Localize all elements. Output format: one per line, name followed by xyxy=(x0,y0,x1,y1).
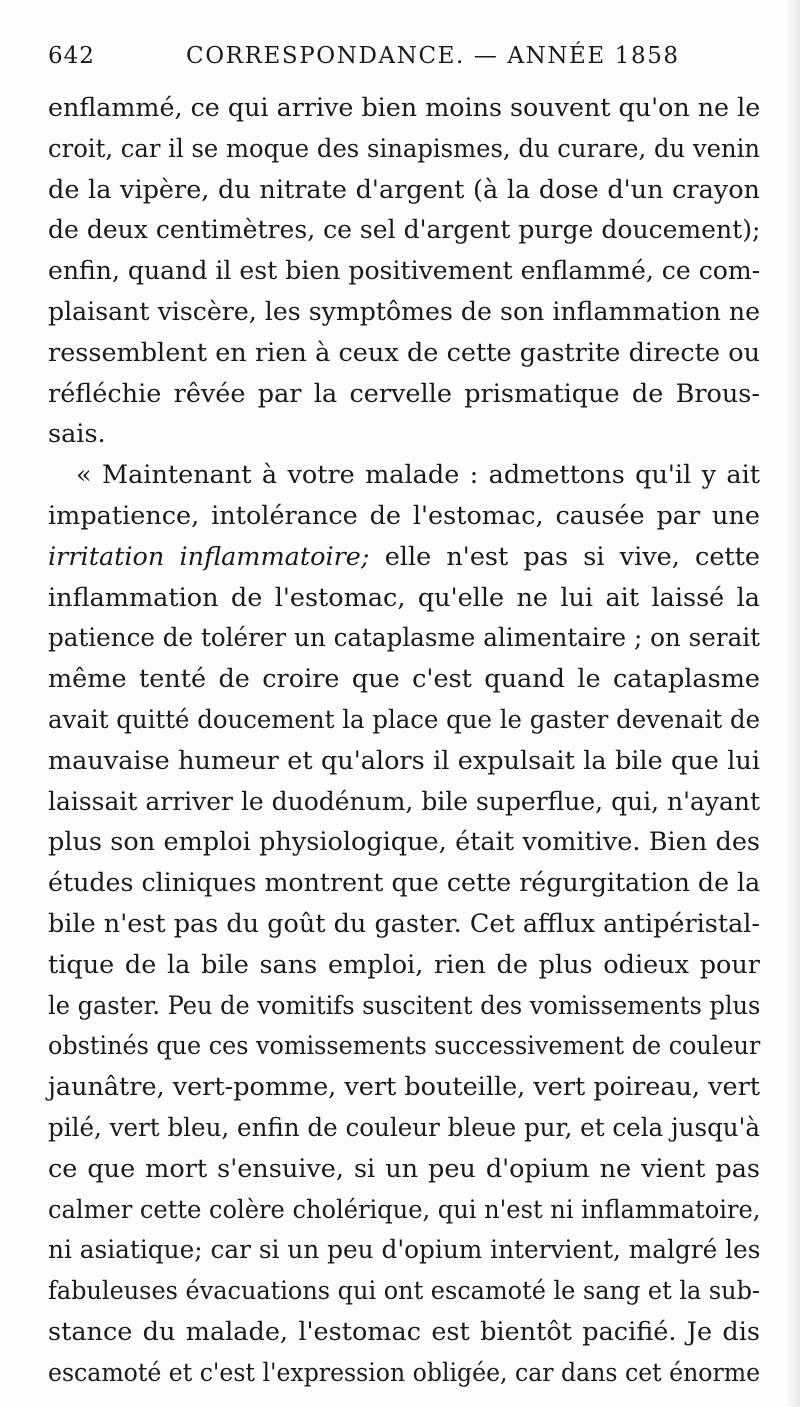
text-line: croit, car il se moque des sinapismes, du curare, du venin xyxy=(48,133,761,164)
text-line: pilé, vert bleu, enfin de couleur bleue pur, et cela jusqu'à xyxy=(48,1112,761,1143)
text-line: enflammé, ce qui arrive bien moins souvent qu'on ne le xyxy=(48,93,761,123)
text-line: enfin, quand il est bien positivement enflammé, ce com- xyxy=(48,256,761,287)
text-line: sais. xyxy=(48,419,106,450)
running-title: CORRESPONDANCE. — ANNÉE 1858 xyxy=(186,43,680,69)
text-fragment: elle n'est pas si vive, cette xyxy=(369,541,760,572)
text-line: études cliniques montrent que cette régurgitation de la xyxy=(48,868,761,899)
body-text xyxy=(48,88,760,1394)
text-line: de la vipère, du nitrate d'argent (à la dose d'un crayon xyxy=(48,174,760,205)
text-line: obstinés que ces vomissements successivement de couleur xyxy=(48,1031,761,1062)
text-line: jaunâtre, vert-pomme, vert bouteille, vert poireau, vert xyxy=(48,1072,761,1103)
running-head xyxy=(48,38,760,74)
text-line: mauvaise humeur et qu'alors il expulsait la bile que lui xyxy=(48,745,760,776)
page-number: 642 xyxy=(48,43,95,69)
text-line-mixed xyxy=(48,537,760,578)
text-line: ressemblent en rien à ceux de cette gastrite directe ou xyxy=(48,337,760,368)
text-line: de deux centimètres, ce sel d'argent purge doucement); xyxy=(48,215,761,246)
text-line: laissait arriver le duodénum, bile superflue, qui, n'ayant xyxy=(48,786,761,817)
text-line: escamoté et c'est l'expression obligée, car dans cet énorme xyxy=(48,1357,761,1388)
text-line: même tenté de croire que c'est quand le cataplasme xyxy=(48,664,760,695)
text-line: fabuleuses évacuations qui ont escamoté le sang et la sub- xyxy=(48,1276,761,1307)
text-line: « Maintenant à votre malade : admettons qu'il y ait xyxy=(76,460,760,491)
text-line: ce que mort s'ensuive, si un peu d'opium ne vient pas xyxy=(48,1153,760,1184)
text-line: impatience, intolérance de l'estomac, causée par une xyxy=(48,500,760,531)
text-line: ni asiatique; car si un peu d'opium intervient, malgré les xyxy=(48,1235,761,1266)
text-line: tique de la bile sans emploi, rien de plus odieux pour xyxy=(48,949,760,980)
text-line: plus son emploi physiologique, était vomitive. Bien des xyxy=(48,827,760,858)
text-line: inflammation de l'estomac, qu'elle ne lui ait laissé la xyxy=(48,582,760,613)
text-line: calmer cette colère cholérique, qui n'est ni inflammatoire, xyxy=(48,1194,761,1225)
text-line: plaisant viscère, les symptômes de son inflammation ne xyxy=(48,296,760,327)
italic-phrase: irritation inflammatoire; xyxy=(48,541,370,572)
text-line: stance du malade, l'estomac est bientôt pacifié. Je dis xyxy=(48,1316,760,1347)
text-line: patience de tolérer un cataplasme alimentaire ; on serait xyxy=(48,623,761,654)
text-line: avait quitté doucement la place que le gaster devenait de xyxy=(48,704,761,735)
text-line: le gaster. Peu de vomitifs suscitent des vomissements plus xyxy=(48,990,761,1021)
text-line: réfléchie rêvée par la cervelle prismatique de Brous- xyxy=(48,378,760,409)
text-line: bile n'est pas du goût du gaster. Cet afflux antipéristal- xyxy=(48,908,761,939)
